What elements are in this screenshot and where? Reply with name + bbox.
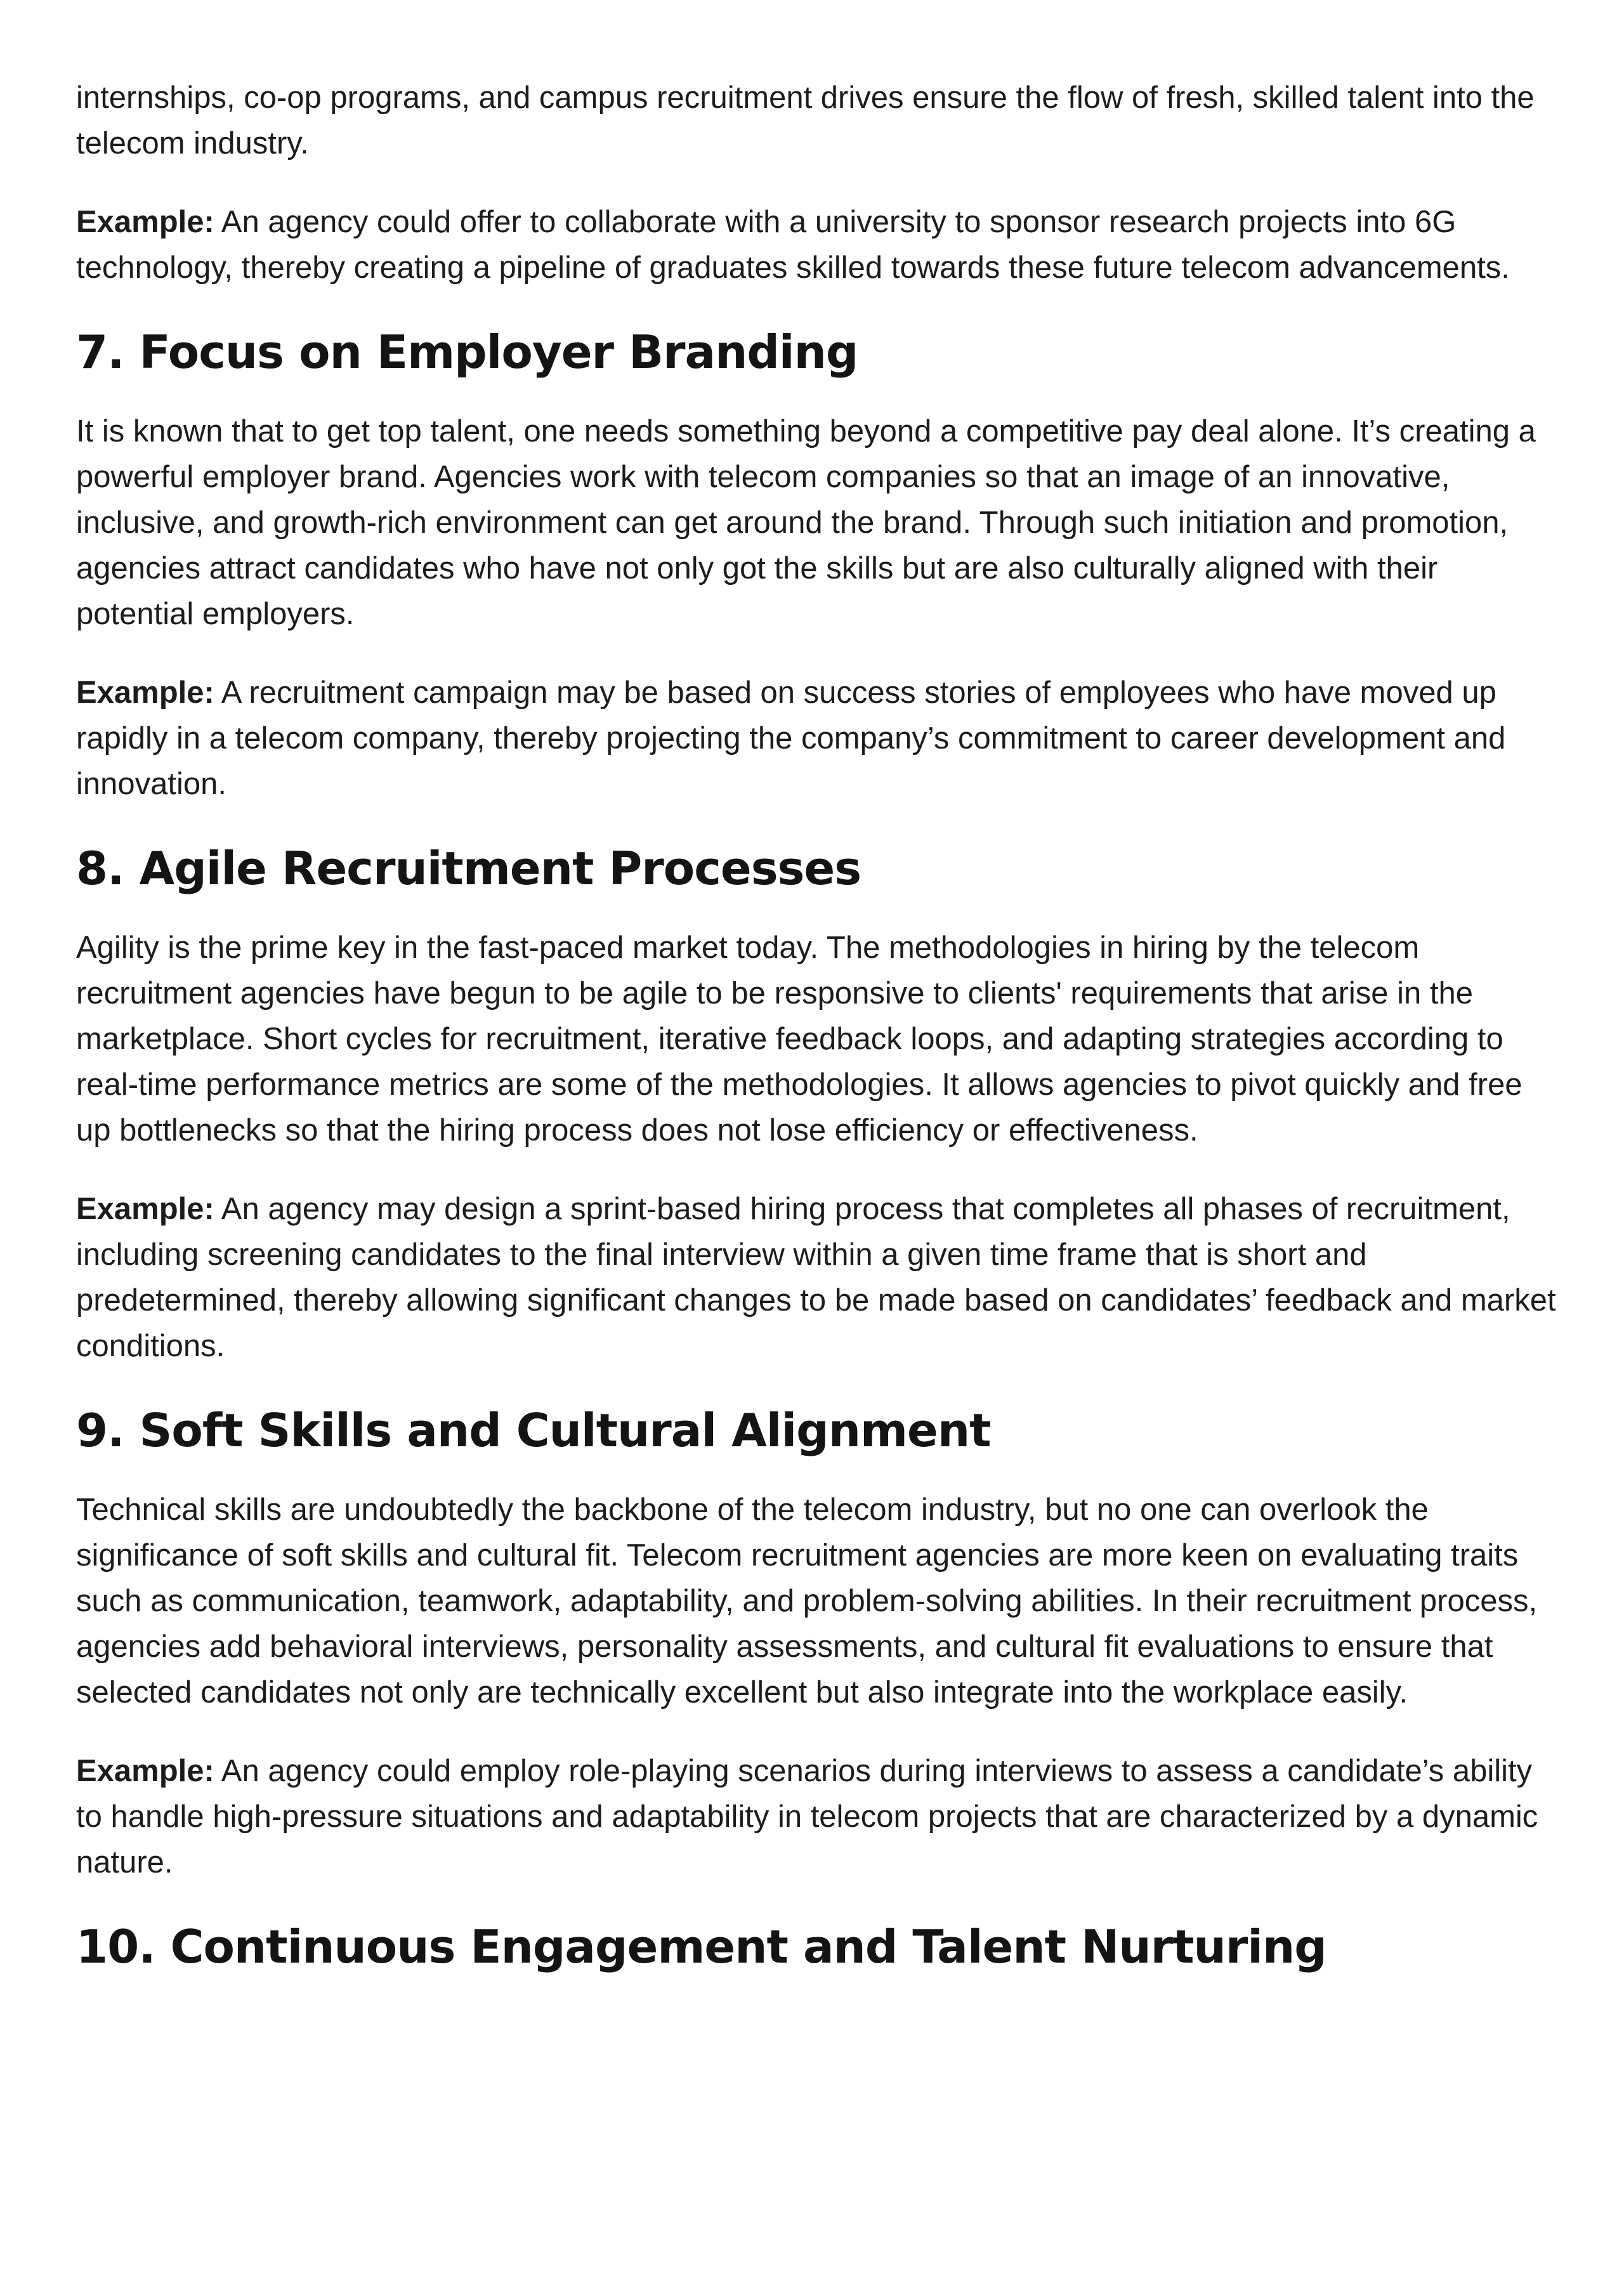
document-page: [76, 75, 1561, 2003]
intro-paragraph: internships, co-op programs, and campus recruitment drives ensure the flow of fresh, skilled talent into the telecom industry.: [76, 81, 1535, 160]
section-9-example: [76, 1748, 1561, 1885]
example-label: Example:: [76, 205, 214, 239]
example-label: Example:: [76, 676, 214, 710]
section-7-paragraph: It is known that to get top talent, one needs something beyond a competitive pay deal alone. It’s creating a powerful employer brand. Agencies work with telecom companies so that an image of an innovative, inclusive, and growth-rich environment can get around the brand. Through such initiation and promotion, agencies attract candidates who have not only got the skills but are also culturally aligned with their potential employers.: [76, 414, 1536, 631]
section-8-paragraph: Agility is the prime key in the fast-paced market today. The methodologies in hiring by the telecom recruitment agencies have begun to be agile to be responsive to clients' requirements that arise in the marketplace. Short cycles for recruitment, iterative feedback loops, and adapting strategies according to real-time performance metrics are some of the methodologies. It allows agencies to pivot quickly and free up bottlenecks so that the hiring process does not lose efficiency or effectiveness.: [76, 931, 1522, 1148]
section-7-example: [76, 670, 1561, 807]
section-heading-7: 7. Focus on Employer Branding: [76, 325, 858, 379]
example-text: An agency could employ role-playing scenarios during interviews to assess a candidate’s ability to handle high-pressure situations and adaptability in telecom projects that are characterized by a dynamic nature.: [76, 1754, 1538, 1880]
example-text: An agency may design a sprint-based hiring process that completes all phases of recruitment, including screening candidates to the final interview within a given time frame that is short and predetermined, thereby allowing significant changes to be made based on candidates’ feedback and market conditions.: [76, 1192, 1556, 1363]
section-heading-9: 9. Soft Skills and Cultural Alignment: [76, 1404, 991, 1457]
example-label: Example:: [76, 1754, 214, 1788]
section-9-paragraph: Technical skills are undoubtedly the backbone of the telecom industry, but no one can overlook the significance of soft skills and cultural fit. Telecom recruitment agencies are more keen on evaluating traits such as communication, teamwork, adaptability, and problem-solving abilities. In their recruitment process, agencies add behavioral interviews, personality assessments, and cultural fit evaluations to ensure that selected candidates not only are technically excellent but also integrate into the workplace easily.: [76, 1493, 1538, 1710]
intro-example: [76, 199, 1561, 291]
section-heading-8: 8. Agile Recruitment Processes: [76, 842, 861, 895]
section-heading-10: 10. Continuous Engagement and Talent Nurturing: [76, 1920, 1326, 1973]
example-label: Example:: [76, 1192, 214, 1226]
section-8-example: [76, 1186, 1561, 1369]
example-text: An agency could offer to collaborate with a university to sponsor research projects into 6G technology, thereby creating a pipeline of graduates skilled towards these future telecom advancements.: [76, 205, 1510, 285]
example-text: A recruitment campaign may be based on success stories of employees who have moved up rapidly in a telecom company, thereby projecting the company’s commitment to career development and innovation.: [76, 676, 1506, 801]
